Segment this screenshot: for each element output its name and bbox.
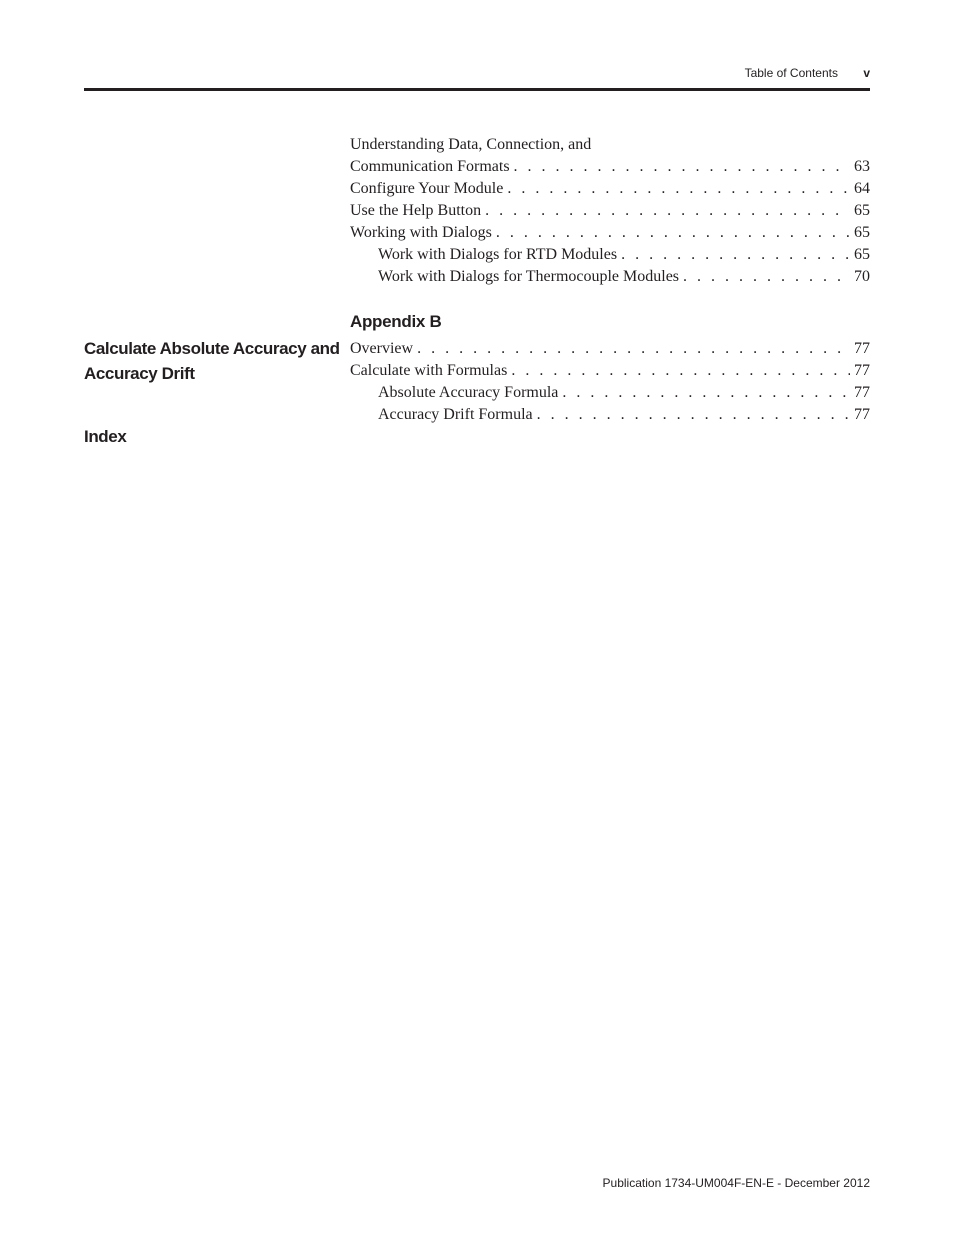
toc-entry-accuracy-drift-formula[interactable]: [350, 404, 870, 426]
header-section-name: Table of Contents: [744, 66, 838, 80]
toc-entry-working-with-dialogs[interactable]: [350, 222, 870, 244]
toc-entry-title: Use the Help Button: [350, 202, 482, 219]
toc-entry-title: Work with Dialogs for Thermocouple Modules: [378, 268, 680, 285]
page-header: [84, 66, 870, 84]
toc-entry-title: Work with Dialogs for RTD Modules: [378, 246, 618, 263]
appendix-b-chapter-title[interactable]: Calculate Absolute Accuracy and Accuracy Drift: [84, 339, 340, 383]
dot-leader: [683, 266, 850, 288]
dot-leader: [621, 244, 850, 266]
toc-entry-thermocouple-modules[interactable]: [350, 266, 870, 288]
toc-entry-title: Absolute Accuracy Formula: [378, 384, 559, 401]
header-rule: [84, 88, 870, 91]
toc-entry-overview[interactable]: [350, 338, 870, 360]
toc-entry-title: Overview: [350, 340, 414, 357]
toc-entry-page: 63: [854, 158, 870, 175]
toc-top-block: [350, 134, 870, 288]
toc-entry-page: 65: [854, 224, 870, 241]
index-heading[interactable]: Index: [84, 427, 127, 446]
dot-leader: [507, 178, 850, 200]
toc-entry-page: 65: [854, 246, 870, 263]
dot-leader: [417, 338, 850, 360]
toc-entry-communication-formats[interactable]: [350, 156, 870, 178]
header-page-number: v: [863, 66, 870, 80]
toc-entry-configure-your-module[interactable]: [350, 178, 870, 200]
toc-entry-page: 77: [854, 406, 870, 423]
toc-entry-page: 64: [854, 180, 870, 197]
dot-leader: [511, 360, 850, 382]
dot-leader: [537, 404, 850, 426]
toc-entry-rtd-modules[interactable]: [350, 244, 870, 266]
toc-entry-calculate-with-formulas[interactable]: [350, 360, 870, 382]
toc-entry-use-the-help-button[interactable]: [350, 200, 870, 222]
toc-entry-title: Accuracy Drift Formula: [378, 406, 533, 423]
toc-entry-page: 70: [854, 268, 870, 285]
toc-entry-page: 77: [854, 340, 870, 357]
dot-leader: [485, 200, 850, 222]
dot-leader: [496, 222, 850, 244]
page-footer: Publication 1734-UM004F-EN-E - December 2012: [602, 1176, 870, 1190]
toc-entry-title: Calculate with Formulas: [350, 362, 508, 379]
dot-leader: [562, 382, 850, 404]
toc-wrapped-title-line[interactable]: Understanding Data, Connection, and: [350, 136, 592, 153]
appendix-b-label: Appendix B: [350, 312, 442, 331]
toc-entry-title: Configure Your Module: [350, 180, 504, 197]
toc-entry-page: 77: [854, 362, 870, 379]
toc-entry-page: 77: [854, 384, 870, 401]
dot-leader: [514, 156, 850, 178]
toc-entry-title: Communication Formats: [350, 158, 510, 175]
toc-entry-page: 65: [854, 202, 870, 219]
toc-entry-title: Working with Dialogs: [350, 224, 492, 241]
toc-entry-absolute-accuracy-formula[interactable]: [350, 382, 870, 404]
toc-appendix-b-block: [350, 338, 870, 426]
